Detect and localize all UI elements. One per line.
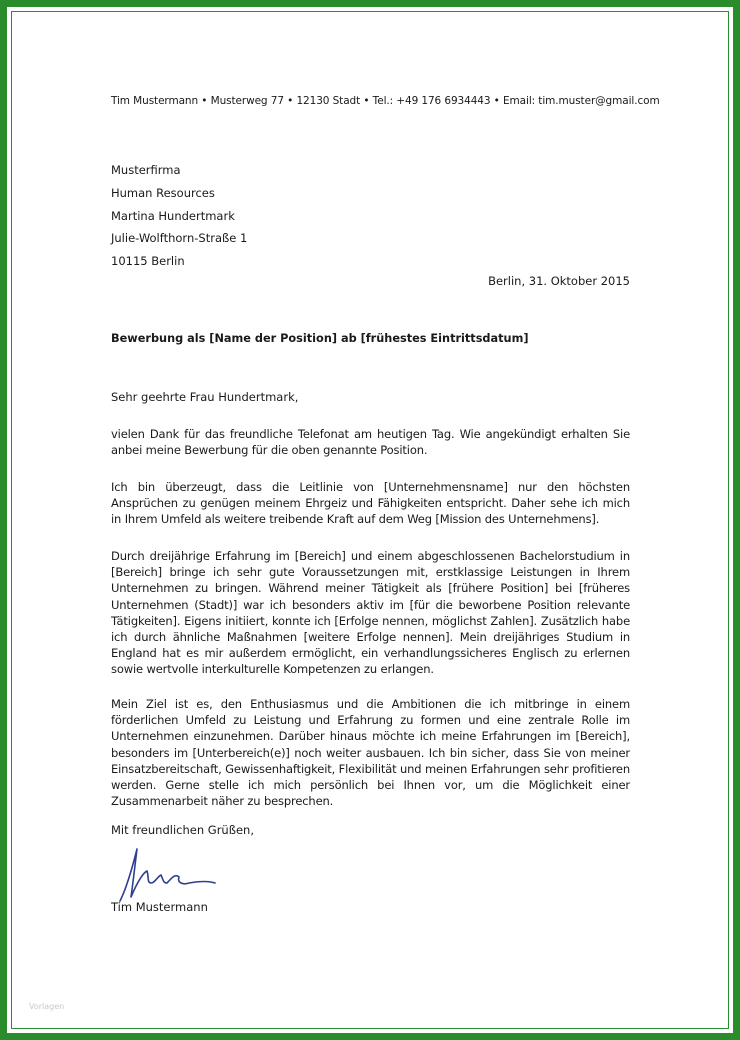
recipient-street: Julie-Wolfthorn-Straße 1	[111, 231, 248, 246]
subject-line: Bewerbung als [Name der Position] ab [frühestes Eintrittsdatum]	[111, 332, 529, 345]
paragraph-1: vielen Dank für das freundliche Telefonat am heutigen Tag. Wie angekündigt erhalten Sie anbei meine Bewerbung für die oben genannte Position.	[111, 427, 630, 458]
sender-line: Tim Mustermann • Musterweg 77 • 12130 Stadt • Tel.: +49 176 6934443 • Email: tim.muster@gmail.com	[111, 95, 660, 107]
signature-stroke	[120, 849, 215, 901]
salutation: Sehr geehrte Frau Hundertmark,	[111, 390, 299, 404]
paragraph-3: Durch dreijährige Erfahrung im [Bereich] und einem abgeschlossenen Bachelorstudium in [Bereich] bringe ich sehr gute Voraussetzungen mit, erstklassige Leistungen in Ihrem Unternehmen zu bringen. Während meiner Tätigkeit als [frühere Position] bei [früheres Unternehmen (Stadt)] war ich besonders aktiv im [für die beworbene Position relevante Tätigkeiten]. Eigens initiiert, konnte ich [Erfolge nennen, möglichst Zahlen]. Zusätzlich habe ich durch ähnliche Maßnahmen [weitere Erfolge nennen]. Mein dreijähriges Studium in England hat es mir außerdem ermöglicht, ein verhandlungssicheres Englisch zu erlernen sowie wertvolle interkulturelle Kompetenzen zu erlangen.	[111, 549, 630, 677]
recipient-department: Human Resources	[111, 185, 215, 200]
recipient-company: Musterfirma	[111, 163, 181, 177]
closing: Mit freundlichen Grüßen,	[111, 823, 254, 837]
recipient-contact: Martina Hundertmark	[111, 208, 235, 223]
paragraph-4: Mein Ziel ist es, den Enthusiasmus und die Ambitionen die ich mitbringe in einem förderlichen Umfeld zu Leistung und Erfahrung zu formen und eine zentrale Rolle im Unternehmen einzunehmen. Darüber hinaus möchte ich meine Erfahrungen im [Bereich], besonders im [Unterbereich(e)] noch weiter ausbauen. Ich bin sicher, dass Sie von meiner Einsatzbereitschaft, Gewissenhaftigkeit, Flexibilität und meinen Erfahrungen sehr profitieren werden. Gerne stelle ich mich persönlich bei Ihnen vor, um die Möglichkeit einer Zusammenarbeit näher zu besprechen.	[111, 697, 630, 809]
watermark: Vorlagen	[29, 1002, 65, 1011]
recipient-address	[111, 159, 247, 273]
signature-name: Tim Mustermann	[111, 900, 208, 914]
signature-image	[117, 843, 227, 905]
paragraph-2: Ich bin überzeugt, dass die Leitlinie von [Unternehmensname] nur den höchsten Ansprüchen zu genügen meinem Ehrgeiz und Fähigkeiten entspricht. Daher sehe ich mich in Ihrem Umfeld als weitere treibende Kraft auf dem Weg [Mission des Unternehmens].	[111, 480, 630, 527]
letter-date: Berlin, 31. Oktober 2015	[488, 274, 630, 288]
recipient-city: 10115 Berlin	[111, 254, 185, 269]
